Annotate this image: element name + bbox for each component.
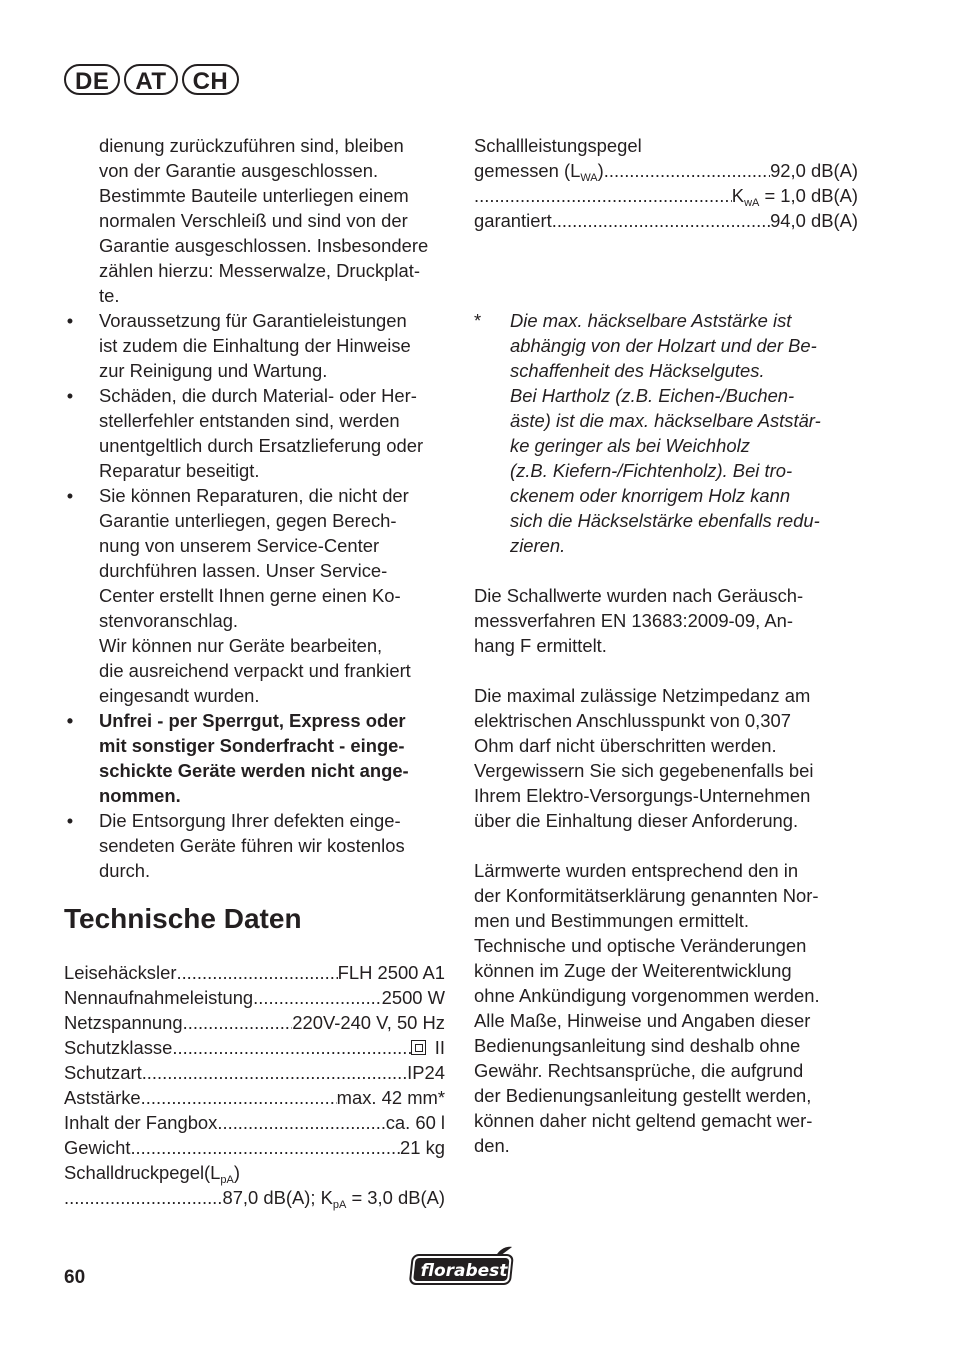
text-line: von der Garantie ausgeschlossen.: [99, 160, 379, 181]
spacer: [474, 558, 858, 583]
text-line: Lärmwerte wurden entsprechend den in: [474, 860, 799, 881]
text-line: messverfahren EN 13683:2009-09, An-: [474, 610, 793, 631]
text-line: sich die Häckselstärke ebenfalls redu-: [510, 510, 820, 531]
spec-schalldruck-label: [64, 1160, 445, 1185]
spec-value: FLH 2500 A1: [337, 962, 445, 983]
paragraph-sound-values: [474, 583, 858, 658]
spec-label: ): [597, 160, 604, 181]
spec-row: [64, 1110, 445, 1135]
text-line: schickte Geräte werden nicht ange-: [99, 760, 409, 781]
spec-value-schalldruck: [222, 1185, 445, 1210]
text-line: Voraussetzung für Garantieleistungen: [99, 310, 407, 331]
bullet-item: [64, 808, 448, 883]
text-line: te.: [99, 285, 120, 306]
right-column: [474, 133, 858, 1158]
spec-value: 92,0 dB(A): [770, 160, 858, 181]
subscript: WA: [580, 172, 598, 184]
text-line: Die Entsorgung Ihrer defekten einge-: [99, 810, 401, 831]
badge-ch: CH: [182, 64, 240, 95]
text-line: Bedienungsanleitung sind deshalb ohne: [474, 1035, 801, 1056]
spacer: [474, 833, 858, 858]
spec-value: = 3,0 dB(A): [346, 1187, 445, 1208]
spec-value: II: [429, 1037, 445, 1058]
footnote-text: [510, 308, 821, 558]
text-line: nung von unserem Service-Center: [99, 535, 380, 556]
leader-dots: [552, 208, 770, 233]
bullet-icon: •: [66, 310, 74, 331]
text-line: Bestimmte Bauteile unterliegen einem: [99, 185, 409, 206]
spec-label: Aststärke: [64, 1087, 141, 1108]
bullet-item: [64, 483, 448, 708]
text-line: normalen Verschleiß und sind von der: [99, 210, 408, 231]
spec-row: [64, 1060, 445, 1085]
spec-label: ): [233, 1162, 241, 1183]
text-line: Die max. häckselbare Aststärke ist: [510, 310, 792, 331]
spec-value: max. 42 mm*: [336, 1087, 445, 1108]
spec-row: [64, 1135, 445, 1160]
text-line: durch.: [99, 860, 151, 881]
leader-dots: [172, 1035, 410, 1060]
spec-label: Schutzart: [64, 1062, 142, 1083]
text-line: Center erstellt Ihnen gerne einen Ko-: [99, 585, 401, 606]
text-line: Ohm darf nicht überschritten werden.: [474, 735, 777, 756]
text-line: ke geringer als bei Weichholz: [510, 435, 750, 456]
text-line: können daher nicht geltend gemacht wer-: [474, 1110, 813, 1131]
text-line: eingesandt wurden.: [99, 685, 260, 706]
text-line: hang F ermittelt.: [474, 635, 607, 656]
spec-row: [64, 960, 445, 985]
florabest-logo: [408, 1244, 516, 1288]
section-title: Technische Daten: [64, 903, 302, 934]
spec-label: Schalldruckpegel(L: [64, 1162, 221, 1183]
spec-value: = 1,0 dB(A): [759, 185, 858, 206]
text-line: äste) ist die max. häckselbare Aststär-: [510, 410, 821, 431]
spec-row: [64, 985, 445, 1010]
leader-dots: [141, 1085, 337, 1110]
spec-value: 2500 W: [381, 987, 445, 1008]
text-line: dienung zurückzuführen sind, bleiben: [99, 135, 404, 156]
spec-label: Nennaufnahmeleistung: [64, 987, 254, 1008]
text-line: zur Reinigung und Wartung.: [99, 360, 328, 381]
spec-value: 220V-240 V, 50 Hz: [292, 1012, 445, 1033]
spec-label: Gewicht: [64, 1137, 131, 1158]
text-line: ist zudem die Einhaltung der Hinweise: [99, 335, 411, 356]
leader-dots: [604, 158, 770, 183]
spec-row: [64, 1185, 445, 1210]
spec-value: ca. 60 l: [385, 1112, 445, 1133]
subscript: wA: [744, 197, 760, 209]
text-line: nommen.: [99, 785, 181, 806]
subscript: pA: [220, 1174, 234, 1186]
text-line: die ausreichend verpackt und frankiert: [99, 660, 411, 681]
spec-value: 21 kg: [400, 1137, 445, 1158]
spec-row: [474, 208, 858, 233]
text-line: stenvoranschlag.: [99, 610, 239, 631]
text-line: Ihrem Elektro-Versorgungs-Unternehmen: [474, 785, 811, 806]
warranty-continuation: [64, 133, 448, 308]
left-column: [64, 133, 448, 883]
text-line: Garantie unterliegen, gegen Berech-: [99, 510, 397, 531]
text-line: Wir können nur Geräte bearbeiten,: [99, 635, 383, 656]
text-line: stellerfehler entstanden sind, werden: [99, 410, 400, 431]
text-line: Vergewissern Sie sich gegebenenfalls bei: [474, 760, 814, 781]
spec-label: K: [731, 185, 745, 206]
text-line: abhängig von der Holzart und der Be-: [510, 335, 817, 356]
paragraph-noise-values: [474, 858, 858, 1158]
spec-table: [64, 960, 445, 1210]
text-line: können im Zuge der Weiterentwicklung: [474, 960, 792, 981]
text-line: Gewähr. Rechtsansprüche, die aufgrund: [474, 1060, 804, 1081]
text-line: Schäden, die durch Material- oder Her-: [99, 385, 417, 406]
spec-row: [64, 1085, 445, 1110]
spec-value-k: [732, 183, 858, 208]
text-line: mit sonstiger Sonderfracht - einge-: [99, 735, 405, 756]
spec-label: Inhalt der Fangbox: [64, 1112, 218, 1133]
spec-label-gemessen: [474, 158, 604, 183]
spacer: [474, 658, 858, 683]
text-line: Technische und optische Veränderungen: [474, 935, 807, 956]
protection-class-ii-icon: [411, 1040, 426, 1055]
bullet-icon: •: [66, 710, 74, 731]
text-line: (z.B. Kiefern-/Fichtenholz). Bei tro-: [510, 460, 793, 481]
text-line: Garantie ausgeschlossen. Insbesondere: [99, 235, 429, 256]
bullet-icon: •: [66, 810, 74, 831]
text-line: der Konformitätserklärung genannten Nor-: [474, 885, 819, 906]
spec-value: 94,0 dB(A): [770, 210, 858, 231]
text-line: durchführen lassen. Unser Service-: [99, 560, 388, 581]
text-line: Reparatur beseitigt.: [99, 460, 260, 481]
text-line: den.: [474, 1135, 510, 1156]
spec-label: Schutzklasse: [64, 1037, 173, 1058]
text-line: über die Einhaltung dieser Anforderung.: [474, 810, 799, 831]
bullet-icon: •: [66, 485, 74, 506]
text-line: Die maximal zulässige Netzimpedanz am: [474, 685, 811, 706]
spec-value: IP24: [407, 1062, 445, 1083]
badge-at: AT: [124, 64, 177, 95]
text-line: zählen hierzu: Messerwalze, Druckplat-: [99, 260, 420, 281]
subscript: pA: [332, 1199, 347, 1211]
footnote: [474, 308, 858, 558]
text-line: men und Bestimmungen ermittelt.: [474, 910, 749, 931]
bullet-item-bold: [64, 708, 448, 808]
text-line: Unfrei - per Sperrgut, Express oder: [99, 710, 406, 731]
language-badges: [64, 64, 239, 95]
spec-row: [64, 1010, 445, 1035]
bullet-icon: •: [66, 385, 74, 406]
spec-label: gemessen (L: [474, 160, 581, 181]
spec-row: [474, 158, 858, 183]
text-line: unentgeltlich durch Ersatzlieferung oder: [99, 435, 424, 456]
bullet-item: [64, 308, 448, 383]
text-line: Alle Maße, Hinweise und Angaben dieser: [474, 1010, 811, 1031]
text-line: Die Schallwerte wurden nach Geräusch-: [474, 585, 804, 606]
footnote-marker: *: [474, 310, 482, 331]
paragraph-impedance: [474, 683, 858, 833]
leader-dots: [253, 985, 381, 1010]
sound-power-heading: Schallleistungspegel: [474, 135, 642, 156]
text-line: Sie können Reparaturen, die nicht der: [99, 485, 409, 506]
spec-label: Leisehäcksler: [64, 962, 177, 983]
leader-dots: [176, 960, 337, 985]
leader-dots: [142, 1060, 407, 1085]
spacer: [474, 283, 858, 308]
leader-dots: [64, 1185, 222, 1210]
badge-de: DE: [64, 64, 120, 95]
spec-label: garantiert: [474, 210, 552, 231]
leader-dots: [183, 1010, 293, 1035]
spec-label: Netzspannung: [64, 1012, 183, 1033]
bullet-item: [64, 383, 448, 483]
text-line: Bei Hartholz (z.B. Eichen-/Buchen-: [510, 385, 795, 406]
text-line: elektrischen Anschlusspunkt von 0,307: [474, 710, 791, 731]
warranty-bullets: [64, 308, 448, 883]
text-line: der Bedienungsanleitung gestellt werden,: [474, 1085, 812, 1106]
spec-value: 87,0 dB(A); K: [222, 1187, 333, 1208]
text-line: ohne Ankündigung vorgenommen werden.: [474, 985, 820, 1006]
text-line: zieren.: [510, 535, 566, 556]
spec-value-protection-class: [411, 1035, 445, 1060]
spec-row: [474, 183, 858, 208]
leader-dots: [130, 1135, 400, 1160]
logo-text: florabest: [420, 1261, 508, 1281]
text-line: schaffenheit des Häckselgutes.: [510, 360, 765, 381]
leader-dots: [474, 183, 732, 208]
text-line: ckenem oder knorrigem Holz kann: [510, 485, 791, 506]
spec-row: [64, 1035, 445, 1060]
leader-dots: [217, 1110, 385, 1135]
spacer: [474, 233, 858, 283]
page-number: 60: [64, 1267, 86, 1288]
text-line: sendeten Geräte führen wir kostenlos: [99, 835, 405, 856]
